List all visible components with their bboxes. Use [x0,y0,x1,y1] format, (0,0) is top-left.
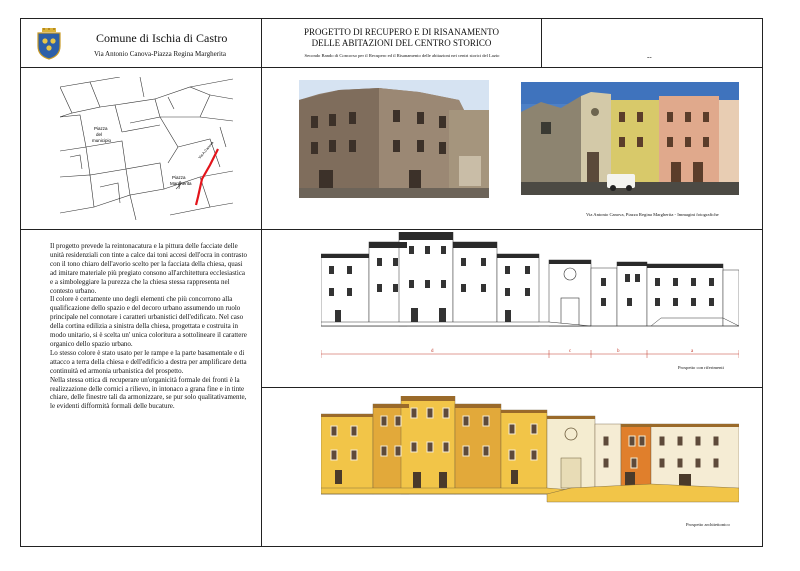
description-paragraph-3: Lo stesso colore è stato usato per le rampe e la parte basamentale e di attacco a terra della chiesa e dell'edificio a destra per amplificare detta continuità ed armonia urbanistica del prospetto. [50,348,247,375]
middle-divider [20,229,763,230]
ref-label-c: c [569,349,572,354]
map-label-piazza-municipio-3: municipio [92,138,112,143]
header-divider [20,67,763,68]
project-title-line2: DELLE ABITAZIONI DEL CENTRO STORICO [311,38,492,48]
map-label-piazza-municipio-2: del [96,132,103,137]
header-right-divider [541,18,542,67]
description-paragraph-4: Nella stessa ottica di recuperare un'organicità formale dei fronti è la realizzazione delle cornici a rilievo, in intonaco a grana fine e in tinte chiare, delle finestre tali da armonizzare, se pur solo qualitativamente, le evidenti difformità formali delle bucature. [50,375,247,411]
photo-palazzo [299,80,489,198]
photo-piazza [521,82,739,195]
map-label-piazza-margherita-1: Piazza [172,175,186,180]
elevation-divider [261,387,763,388]
map-label-piazza-margherita-2: Margherita [170,181,192,186]
project-description [50,242,248,411]
architectural-elevation [321,396,739,510]
description-paragraph-1: Il progetto prevede la reintonacatura e la pittura delle facciate delle unità residenziali con tinte a calce dai toni accesi dell'ocra in contrasto con il tono chiaro dell'avorio scelto per la facciata della chiesa, quasi ad imitare materiale più pregiato consono all'architettura ecclesiastica e a simboleggiare la purezza che la chiesa stessa rappresenta nel contesto urbano. [50,242,247,295]
site-map [60,77,233,220]
elevation-arch-caption: Prospetto architettonico [686,522,730,527]
map-label-street: Via A.Canova [197,140,215,160]
project-subtitle: Secondo Bando di Concorso per il Recupero ed il Risanamento delle abitazioni nei centri storici del Lazio [304,53,500,58]
map-label-piazza-municipio-1: Piazza [94,126,108,131]
ref-label-b: b [617,349,620,354]
elevation-with-references [321,232,739,360]
ref-label-a: a [691,349,694,354]
photos-caption: Via Antonio Canova, Piazza Regina Margherita - Immagini fotografiche [586,212,719,217]
address: Via Antonio Canova-Piazza Regina Margherita [94,50,227,58]
municipality-name: Comune di Ischia di Castro [96,31,228,45]
municipal-crest [36,28,62,60]
project-title-line1: PROGETTO DI RECUPERO E DI RISANAMENTO [304,27,499,37]
elevation-refs-caption: Prospetto con riferimenti [678,365,724,370]
description-paragraph-2: Il colore è certamente uno degli elementi che più concorrono alla qualificazione dello spazio e del decoro urbano assumendo un ruolo principale nel connotare i caratteri urbanistici dell'edificato. Nel caso della cortina edilizia a sinistra della chiesa, progettata e costruita in modo unitario, si è scelta un' unica coloritura a sottolineare il carattere organico dello spazio urbano. [50,295,247,348]
ref-label-d: d [431,349,434,354]
sheet-code: -- [647,53,652,61]
left-column-divider [261,18,262,547]
